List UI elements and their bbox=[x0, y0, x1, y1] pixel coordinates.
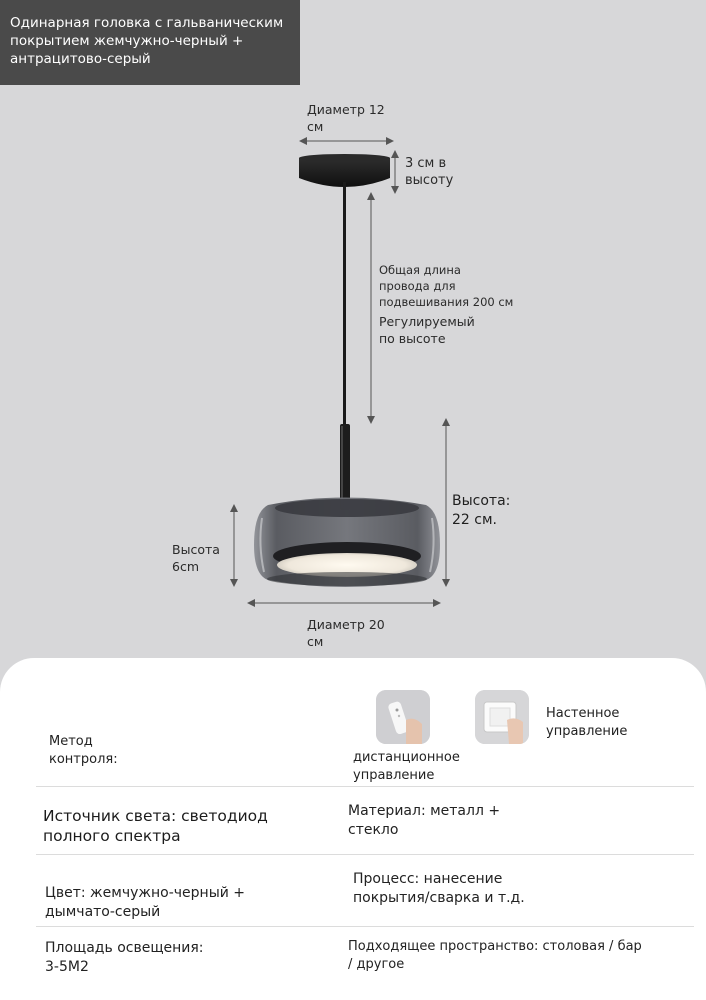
shade-diameter-label: Диаметр 20 см bbox=[307, 617, 385, 649]
remote-control-icon bbox=[376, 690, 430, 744]
color-spec: Цвет: жемчужно-черный + дымчато-серый bbox=[45, 885, 246, 920]
product-title-line3: антрацитово-серый bbox=[10, 51, 151, 67]
suitable-space-spec: Подходящее пространство: столовая / бар / другое bbox=[348, 939, 642, 972]
shade-height-label: Высота 6cm bbox=[172, 542, 220, 574]
lighting-area-spec: Площадь освещения: 3-5M2 bbox=[45, 940, 204, 975]
suspension-cable bbox=[343, 182, 346, 424]
canopy-height-label: 3 см в высоту bbox=[405, 156, 454, 188]
top-diameter-label: Диаметр 12 см bbox=[307, 102, 385, 134]
remote-control-label: дистанционное управление bbox=[353, 750, 460, 783]
adjustable-height-label: Регулируемый по высоте bbox=[379, 314, 475, 346]
control-method-label: Метод контроля: bbox=[49, 734, 118, 767]
wall-switch-icon bbox=[475, 690, 529, 744]
product-title bbox=[0, 0, 300, 85]
process-spec: Процесс: нанесение покрытия/сварка и т.д. bbox=[353, 871, 525, 906]
cable-length-label: Общая длина провода для подвешивания 200 см bbox=[379, 263, 514, 309]
row-divider-3 bbox=[36, 926, 694, 927]
light-source-spec: Источник света: светодиод полного спектра bbox=[43, 807, 268, 845]
material-spec: Материал: металл + стекло bbox=[348, 803, 501, 838]
row-divider-1 bbox=[36, 786, 694, 787]
product-title-line2: покрытием жемчужно-черный + bbox=[10, 33, 244, 49]
product-title-line1: Одинарная головка с гальваническим bbox=[10, 15, 284, 31]
wall-control-label: Настенное управление bbox=[546, 706, 628, 739]
row-divider-2 bbox=[36, 854, 694, 855]
pendant-lamp-illustration bbox=[0, 85, 706, 660]
total-height-label: Высота: 22 см. bbox=[452, 493, 511, 528]
